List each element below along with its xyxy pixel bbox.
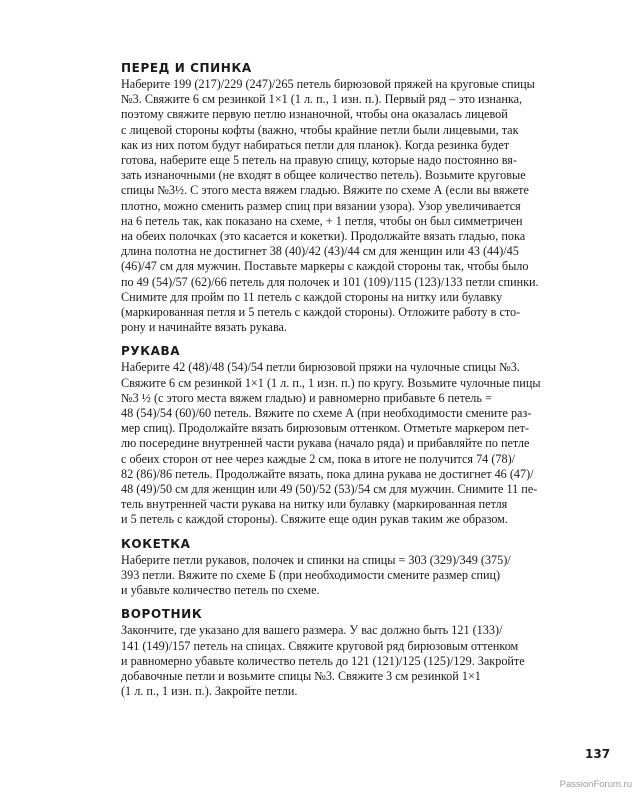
section-yoke bbox=[121, 536, 551, 599]
section-collar bbox=[121, 606, 551, 699]
watermark: PassionForum.ru bbox=[559, 779, 632, 790]
section-body: Наберите 199 (217)/229 (247)/265 петель бирюзовой пряжей на круговые спицы №3. Свяжите 6 см резинкой 1×1 (1 л. п., 1 изн. п.). Первый ряд – это изнанка, поэтому свяжите первую петлю изнаночной, чтобы она оказалась лицевой с лицевой стороны кофты (важно, чтобы крайние петли были лицевыми, так как из них потом будут набираться петли для планок). Когда резинка будет готова, наберите еще 5 петель на правую спицу, которые надо постоянно вя- зать изнаночными (не входят в общее количество петель). Возьмите круговые спицы №3½. С этого места вяжем гладью. Вяжите по схеме А (если вы вяжете плотно, можно сменить размер спиц при вязании узора). Узор увеличивается на 6 петель так, как показано на схеме, + 1 петля, чтобы он был симметричен на обеих полочках (это касается и кокетки). Продолжайте вязать гладью, пока длина полотна не достигнет 38 (40)/42 (43)/44 см для женщин или 43 (44)/45 (46)/47 см для мужчин. Поставьте маркеры с каждой стороны так, чтобы было по 49 (54)/57 (62)/66 петель для полочек и 101 (109)/115 (123)/133 петли спинки. Снимите для пройм по 11 петель с каждой стороны на нитку или булавку (маркированная петля и 5 петель с каждой стороны). Отложите работу в сто- рону и начинайте вязать рукава. bbox=[121, 77, 539, 335]
section-sleeves bbox=[121, 343, 551, 527]
section-heading: ПЕРЕД И СПИНКА bbox=[121, 61, 252, 75]
section-heading: КОКЕТКА bbox=[121, 536, 191, 551]
page-content bbox=[121, 60, 551, 707]
section-front-back bbox=[121, 60, 551, 335]
section-heading: ВОРОТНИК bbox=[121, 607, 203, 622]
section-body: Наберите петли рукавов, полочек и спинки на спицы = 303 (329)/349 (375)/ 393 петли. Вяжите по схеме Б (при необходимости смените размер спиц) и убавьте количество петель по схеме. bbox=[121, 552, 511, 598]
section-body: Закончите, где указано для вашего размера. У вас должно быть 121 (133)/ 141 (149)/157 петель на спицах. Свяжите круговой ряд бирюзовым оттенком и равномерно убавьте количество петель до 121 (121)/125 (125)/129. Закройте добавочные петли и возьмите спицы №3. Свяжите 3 см резинкой 1×1 (1 л. п., 1 изн. п.). Закройте петли. bbox=[121, 623, 525, 699]
section-heading: РУКАВА bbox=[121, 344, 181, 359]
page-number: 137 bbox=[585, 747, 611, 761]
section-body: Наберите 42 (48)/48 (54)/54 петли бирюзовой пряжи на чулочные спицы №3. Свяжите 6 см резинкой 1×1 (1 л. п., 1 изн. п.) по кругу. Возьмите чулочные пицы №3 ½ (с этого места вяжем гладью) и равномерно прибавьте 6 петель = 48 (54)/54 (60)/60 петель. Вяжите по схеме А (при необходимости смените раз- мер спиц). Продолжайте вязать бирюзовым оттенком. Отметьте маркером пет- лю посередине внутренней части рукава (начало ряда) и прибавляйте по петле с обеих сторон от нее через каждые 2 см, пока в итоге не получится 74 (78)/ 82 (86)/86 петель. Продолжайте вязать, пока длина рукава не достигнет 46 (47)/ 48 (49)/50 см для женщин или 49 (50)/52 (53)/54 см для мужчин. Снимите 11 пе- тель внутренней части рукава на нитку или булавку (маркированная петля и 5 петель с каждой стороны). Свяжите еще один рукав таким же образом. bbox=[121, 360, 541, 527]
